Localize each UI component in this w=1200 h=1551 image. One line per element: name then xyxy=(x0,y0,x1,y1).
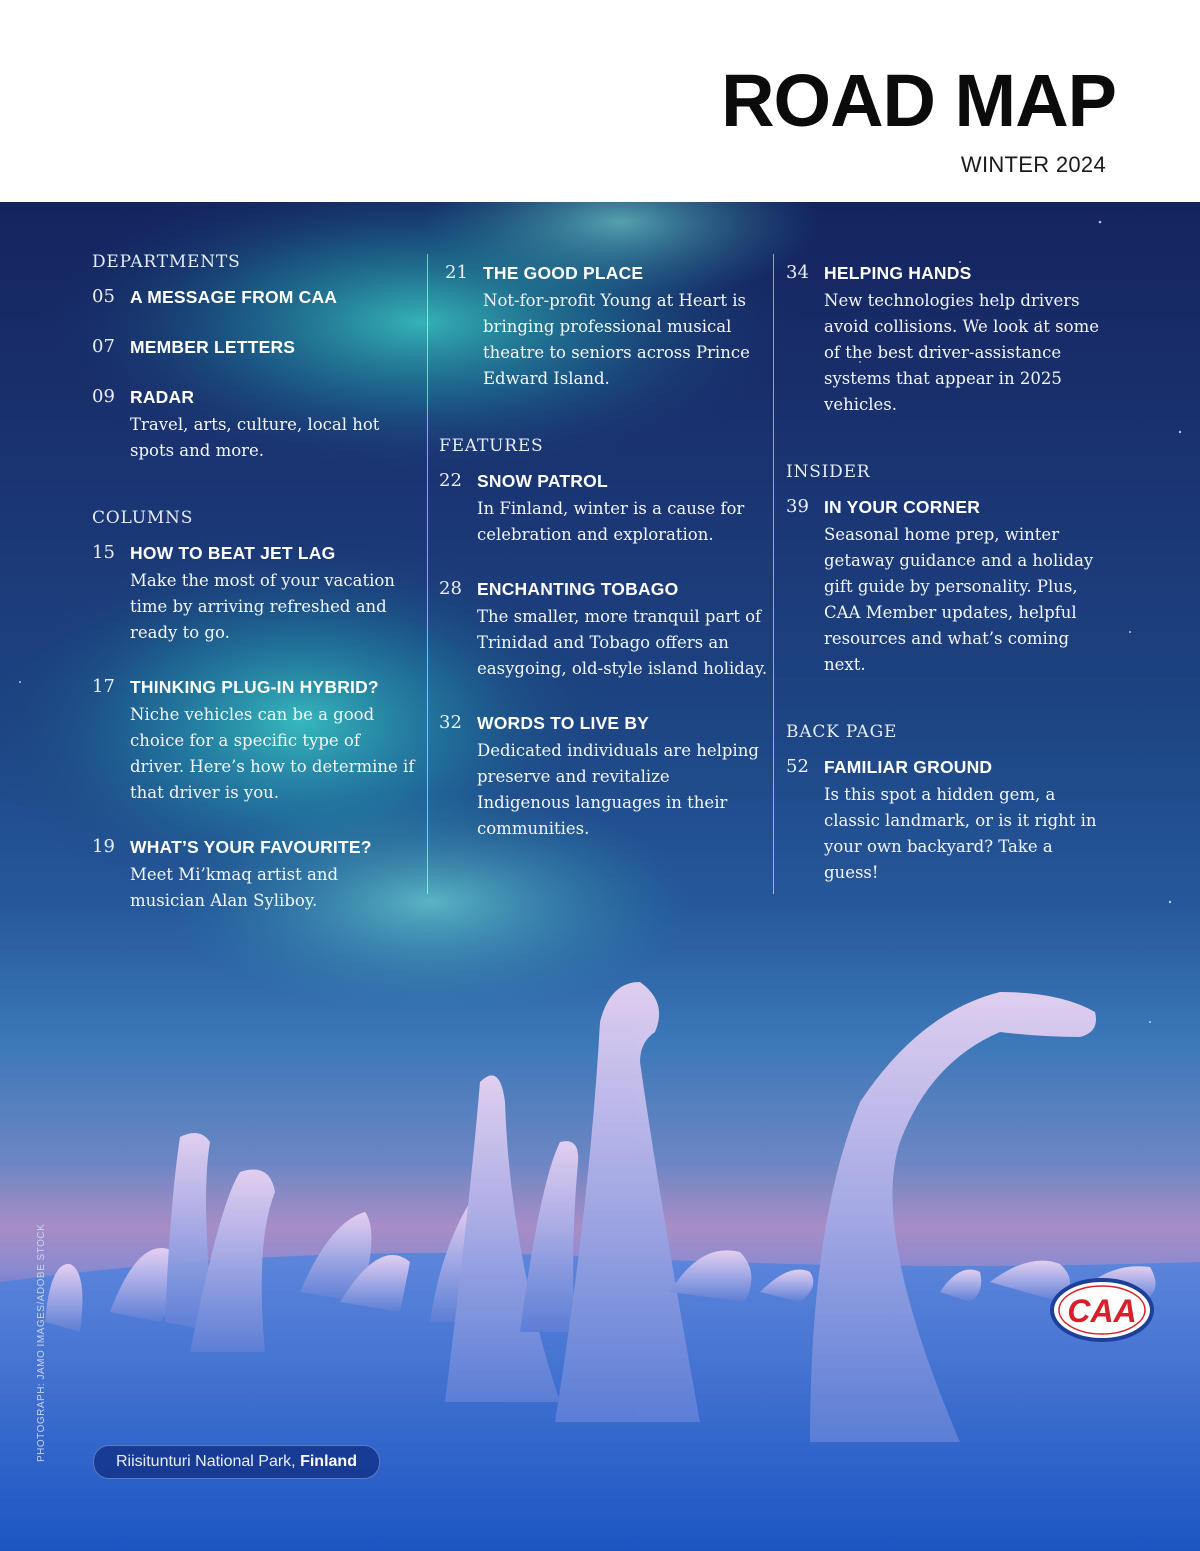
page-number: 09 xyxy=(92,386,115,407)
right-column xyxy=(786,262,1126,910)
entry-description: Not-for-profit Young at Heart is bringing professional musical theatre to seniors across Prince Edward Island. xyxy=(483,291,750,388)
toc-entry[interactable] xyxy=(786,496,1126,678)
page-number: 28 xyxy=(439,578,462,599)
column-divider xyxy=(427,254,428,894)
entry-title: HOW TO BEAT JET LAG xyxy=(130,543,336,563)
toc-entry[interactable] xyxy=(439,712,769,842)
toc-entry[interactable] xyxy=(92,336,422,358)
page-number: 21 xyxy=(445,262,468,283)
page-number: 52 xyxy=(786,756,809,777)
toc-entry[interactable] xyxy=(439,578,769,682)
toc-entry[interactable] xyxy=(439,262,769,392)
page-number: 15 xyxy=(92,542,115,563)
entry-title: WHAT’S YOUR FAVOURITE? xyxy=(130,837,372,857)
toc-entry[interactable] xyxy=(439,470,769,548)
photo-caption xyxy=(93,1445,380,1479)
entry-description: The smaller, more tranquil part of Trinidad and Tobago offers an easygoing, old-style island holiday. xyxy=(477,607,768,678)
middle-column xyxy=(439,262,769,866)
entry-title: IN YOUR CORNER xyxy=(824,497,981,517)
page-number: 22 xyxy=(439,470,462,491)
page-number: 19 xyxy=(92,836,115,857)
page-number: 32 xyxy=(439,712,462,733)
page-number: 17 xyxy=(92,676,115,697)
section-heading-insider: INSIDER xyxy=(786,462,871,482)
toc-entry[interactable] xyxy=(92,836,422,914)
entry-description: Make the most of your vacation time by arriving refreshed and ready to go. xyxy=(130,571,395,642)
section-heading-departments: DEPARTMENTS xyxy=(92,252,241,272)
toc-entry[interactable] xyxy=(786,756,1126,886)
entry-title: WORDS TO LIVE BY xyxy=(477,713,650,733)
section-heading-columns: COLUMNS xyxy=(92,508,194,528)
entry-title: HELPING HANDS xyxy=(824,263,972,283)
entry-title: ENCHANTING TOBAGO xyxy=(477,579,679,599)
entry-description: New technologies help drivers avoid collisions. We look at some of the best driver-assistance systems that appear in 2025 vehicles. xyxy=(824,291,1099,414)
cover-photo xyxy=(0,202,1200,1551)
caa-logo-text: CAA xyxy=(1067,1293,1137,1329)
caption-country: Finland xyxy=(300,1453,357,1470)
entry-description: Niche vehicles can be a good choice for a specific type of driver. Here’s how to determine if that driver is you. xyxy=(130,705,415,802)
entry-title: A MESSAGE FROM CAA xyxy=(130,287,338,307)
entry-description: Is this spot a hidden gem, a classic landmark, or is it right in your own backyard? Take a guess! xyxy=(824,785,1097,882)
toc-entry[interactable] xyxy=(786,262,1126,418)
page-number: 34 xyxy=(786,262,809,283)
entry-description: Dedicated individuals are helping preserve and revitalize Indigenous languages in their communities. xyxy=(477,741,759,838)
issue-date: WINTER 2024 xyxy=(960,152,1106,177)
entry-description: Seasonal home prep, winter getaway guidance and a holiday gift guide by personality. Plus, CAA Member updates, helpful resources and what’s coming next. xyxy=(824,525,1094,674)
left-column xyxy=(92,252,422,938)
page-number: 05 xyxy=(92,286,115,307)
entry-title: RADAR xyxy=(130,387,195,407)
section-heading-features: FEATURES xyxy=(439,436,544,456)
section-heading-back-page: BACK PAGE xyxy=(786,722,898,742)
caption-place: Riisitunturi National Park, xyxy=(116,1453,301,1470)
page-title: ROAD MAP xyxy=(721,59,1116,142)
toc-entry[interactable] xyxy=(92,286,422,308)
page-number: 07 xyxy=(92,336,115,357)
entry-description: Travel, arts, culture, local hot spots and more. xyxy=(130,415,380,460)
caa-logo xyxy=(1050,1278,1154,1342)
entry-description: In Finland, winter is a cause for celebration and exploration. xyxy=(477,499,745,544)
entry-title: MEMBER LETTERS xyxy=(130,337,296,357)
entry-title: THINKING PLUG-IN HYBRID? xyxy=(130,677,379,697)
page-number: 39 xyxy=(786,496,809,517)
photo-credit: PHOTOGRAPH: JAMO IMAGES/ADOBE STOCK xyxy=(36,1223,47,1462)
page-header xyxy=(0,0,1200,202)
toc-entry[interactable] xyxy=(92,542,422,646)
entry-title: FAMILIAR GROUND xyxy=(824,757,993,777)
toc-entry[interactable] xyxy=(92,386,422,464)
entry-title: THE GOOD PLACE xyxy=(483,263,644,283)
entry-title: SNOW PATROL xyxy=(477,471,608,491)
column-divider xyxy=(773,254,774,894)
entry-description: Meet Mi’kmaq artist and musician Alan Syliboy. xyxy=(130,865,339,910)
toc-entry[interactable] xyxy=(92,676,422,806)
